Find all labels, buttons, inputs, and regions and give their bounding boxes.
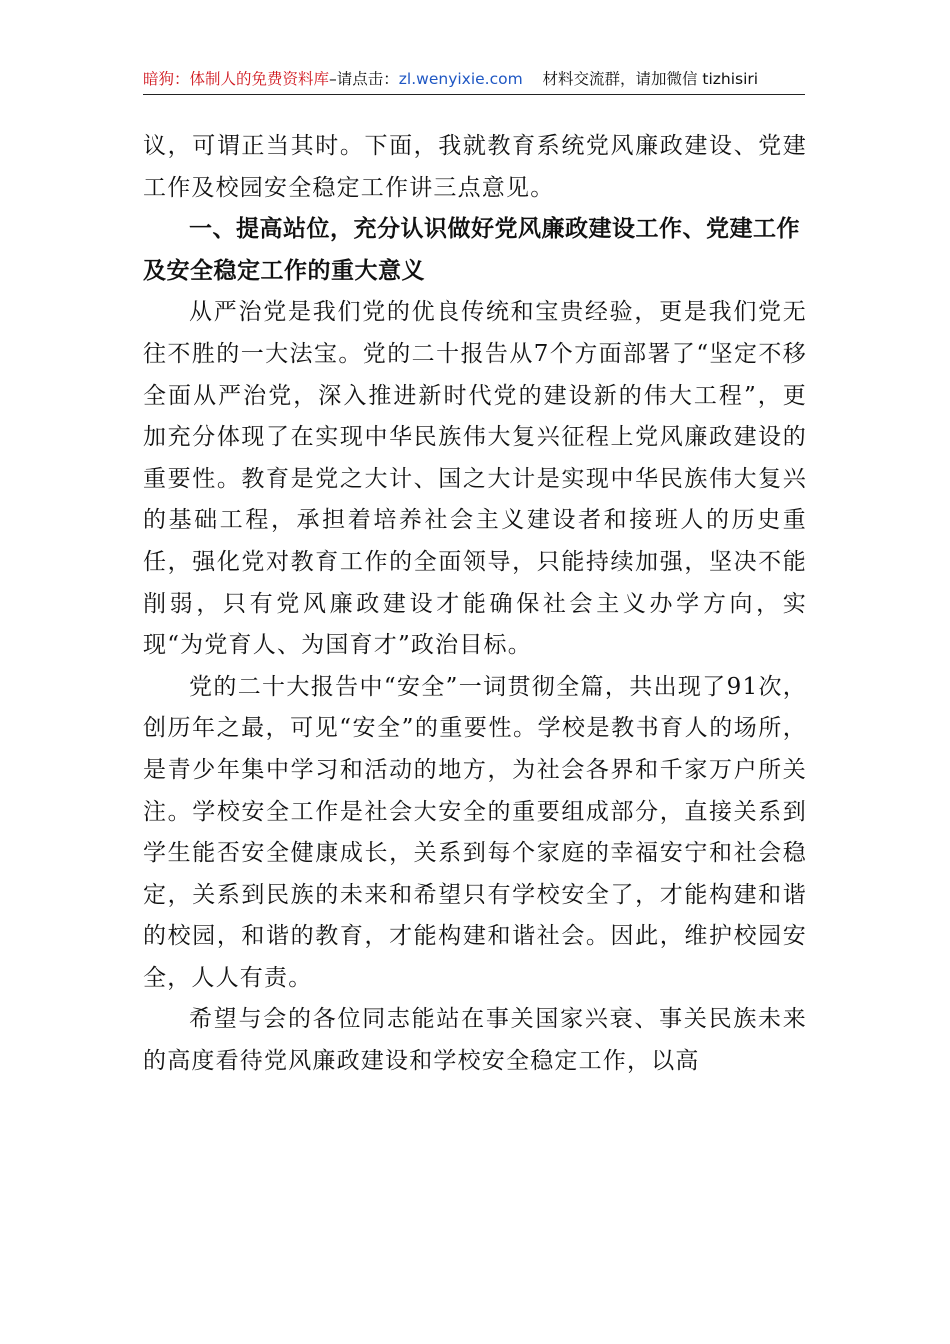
intro-paragraph: 议，可谓正当其时。下面，我就教育系统党风廉政建设、党建工作及校园安全稳定工作讲三点意见。 bbox=[143, 133, 807, 201]
body-paragraph-3: 希望与会的各位同志能站在事关国家兴衰、事关民族未来的高度看待党风廉政建设和学校安全稳定工作，以高 bbox=[143, 1006, 807, 1075]
document-body bbox=[143, 126, 807, 1083]
header-contact: 材料交流群，请加微信 tizhisiri bbox=[542, 70, 759, 88]
header-prompt: –请点击： bbox=[329, 70, 399, 88]
body-paragraph-1: 从严治党是我们党的优良传统和宝贵经验，更是我们党无往不胜的一大法宝。党的二十报告从7个方面部署了“坚定不移全面从严治党，深入推进新时代党的建设新的伟大工程”，更加充分体现了在实现中华民族伟大复兴征程上党风廉政建设的重要性。教育是党之大计、国之大计是实现中华民族伟大复兴的基础工程，承担着培养社会主义建设者和接班人的历史重任，强化党对教育工作的全面领导，只能持续加强，坚决不能削弱，只有党风廉政建设才能确保社会主义办学方向，实现“为党育人、为国育才”政治目标。 bbox=[143, 299, 807, 659]
header-divider bbox=[143, 94, 805, 95]
body-paragraph-2: 党的二十大报告中“安全”一词贯彻全篇，共出现了91次，创历年之最，可见“安全”的重要性。学校是教书育人的场所，是青少年集中学习和活动的地方，为社会各界和千家万户所关注。学校安全工作是社会大安全的重要组成部分，直接关系到学生能否安全健康成长，关系到每个家庭的幸福安宁和社会稳定，关系到民族的未来和希望只有学校安全了，才能构建和谐的校园，和谐的教育，才能构建和谐社会。因此，维护校园安全，人人有责。 bbox=[143, 673, 807, 991]
header-url-link[interactable]: zl.wenyixie.com bbox=[398, 70, 523, 88]
section-heading: 一、提高站位，充分认识做好党风廉政建设工作、党建工作及安全稳定工作的重大意义 bbox=[143, 216, 800, 284]
header-brand: 暗狗：体制人的免费资料库 bbox=[143, 70, 330, 88]
page-header bbox=[143, 66, 805, 96]
